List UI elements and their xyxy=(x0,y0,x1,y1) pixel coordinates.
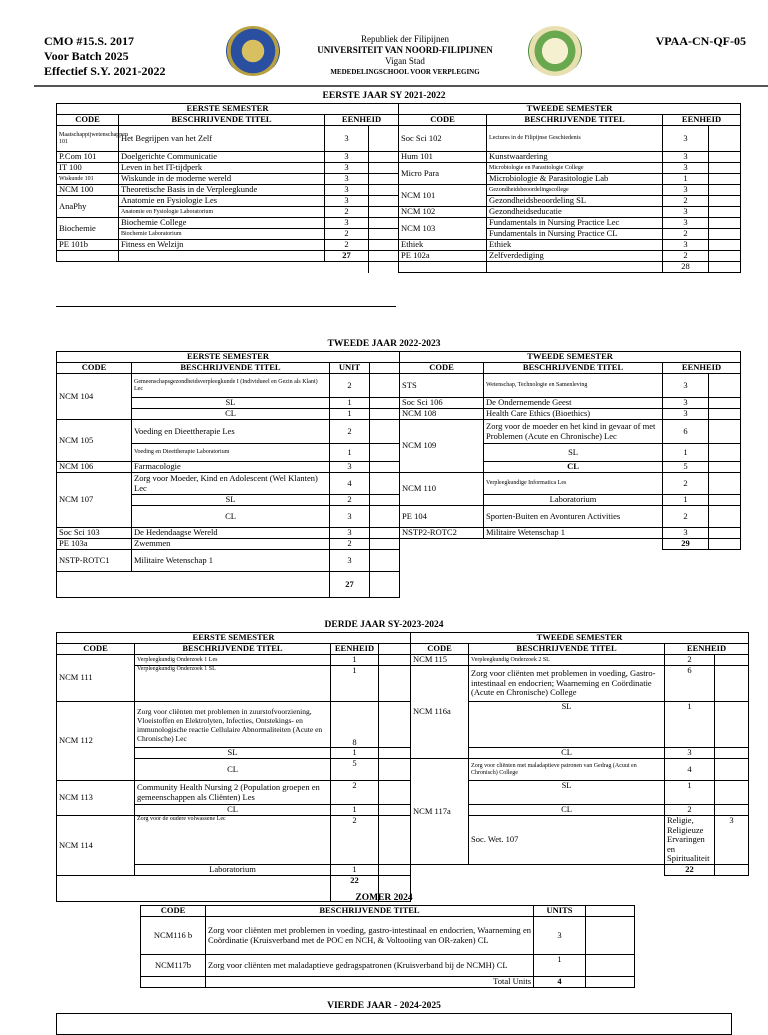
course-units: 3 xyxy=(663,374,709,398)
course-code: Soc Sci 102 xyxy=(399,126,487,152)
course-title: Ethiek xyxy=(487,240,663,251)
course-code: Soc Sci 106 xyxy=(400,398,484,409)
course-units: 3 xyxy=(330,506,370,528)
course-code: NCM 116a xyxy=(411,666,469,759)
course-code: NCM117b xyxy=(141,955,206,977)
course-title: Farmacologie xyxy=(132,462,330,473)
col-title: BESCHRIJVENDE TITEL xyxy=(206,906,534,917)
course-code: AnaPhy xyxy=(57,196,119,218)
course-code: NCM 111 xyxy=(57,655,135,702)
course-units: 1 xyxy=(663,174,709,185)
year1-table xyxy=(56,103,741,273)
course-units: 3 xyxy=(663,207,709,218)
course-units: 1 xyxy=(331,864,379,875)
course-units: 2 xyxy=(325,240,369,251)
course-units: 1 xyxy=(331,655,379,666)
course-title: Biochemie Laboratorium xyxy=(119,229,325,240)
batch-label: Voor Batch 2025 xyxy=(44,49,129,63)
col-unit: EENHEID xyxy=(663,363,741,374)
course-units: 6 xyxy=(665,666,715,702)
course-units: 3 xyxy=(325,185,369,196)
course-title: Voeding en Dieettherapie Les xyxy=(132,420,330,444)
course-title: Microbiologie en Parasitologie College xyxy=(487,163,663,174)
course-units: 3 xyxy=(325,152,369,163)
course-title: Sporten-Buiten en Avonturen Activities xyxy=(484,506,663,528)
course-title: Microbiologie & Parasitologie Lab xyxy=(487,174,663,185)
col-code: CODE xyxy=(57,115,119,126)
col-unit: EENHEID xyxy=(663,115,741,126)
course-code: P.Com 101 xyxy=(57,152,119,163)
city-label: Vigan Stad xyxy=(385,56,425,66)
course-units: 3 xyxy=(715,816,749,865)
course-units: 2 xyxy=(665,805,715,816)
total-units-value: 4 xyxy=(534,977,586,988)
course-title: Doelgerichte Communicatie xyxy=(119,152,325,163)
course-units: 2 xyxy=(663,473,709,495)
course-units: 4 xyxy=(665,759,715,781)
course-units: 1 xyxy=(330,398,370,409)
course-title: Kunstwaardering xyxy=(487,152,663,163)
course-units: 1 xyxy=(665,702,715,748)
course-code: PE 102a xyxy=(399,251,487,262)
course-units: 8 xyxy=(331,702,379,748)
col-code: CODE xyxy=(411,644,469,655)
semester-total: 28 xyxy=(663,262,709,273)
course-units: 1 xyxy=(534,955,586,977)
course-units: 3 xyxy=(534,917,586,955)
course-units: 3 xyxy=(663,126,709,152)
col-unit: EENHEID xyxy=(665,644,749,655)
course-code: Soc. Wet. 107 xyxy=(469,816,665,865)
course-title: Health Care Ethics (Bioethics) xyxy=(484,409,663,420)
course-units: 3 xyxy=(325,218,369,229)
course-code: NCM 105 xyxy=(57,420,132,462)
year1-title: EERSTE JAAR SY 2021-2022 xyxy=(322,91,446,101)
course-code: NCM 100 xyxy=(57,185,119,196)
col-units: UNITS xyxy=(534,906,586,917)
course-code: NCM 103 xyxy=(399,218,487,240)
course-units: 2 xyxy=(325,207,369,218)
course-units: 3 xyxy=(325,126,369,152)
course-title: Wiskunde in de moderne wereld xyxy=(119,174,325,185)
course-title: CL xyxy=(132,506,330,528)
document-header-center xyxy=(290,34,520,78)
course-title: Fundamentals in Nursing Practice CL xyxy=(487,229,663,240)
course-title: Verpleegkundig Onderzoek 1 Les xyxy=(135,655,331,666)
col-code: CODE xyxy=(400,363,484,374)
course-code: NCM 115 xyxy=(411,655,469,666)
course-code: Micro Para xyxy=(399,163,487,185)
course-code: Wiskunde 101 xyxy=(57,174,119,185)
col-code: CODE xyxy=(57,363,132,374)
course-title: Laboratorium xyxy=(135,864,331,875)
course-title: Fitness en Welzijn xyxy=(119,240,325,251)
col-code: CODE xyxy=(141,906,206,917)
nursing-college-seal-icon xyxy=(528,26,582,76)
course-units: 3 xyxy=(663,398,709,409)
course-title: SL xyxy=(469,781,665,805)
course-units: 6 xyxy=(663,420,709,444)
effective-label: Effectief S.Y. 2021-2022 xyxy=(44,64,166,78)
course-units: 2 xyxy=(331,781,379,805)
course-code: NSTP-ROTC1 xyxy=(57,550,132,572)
course-title: Zorg voor cliënten met maladaptieve patronen van Gedrag (Acuut en Chronisch) College xyxy=(469,759,665,781)
course-code: Maatschappijwetenschappen 101 xyxy=(57,126,119,152)
course-units: 2 xyxy=(330,374,370,398)
course-units: 3 xyxy=(325,196,369,207)
col-title: BESCHRIJVENDE TITEL xyxy=(132,363,330,374)
course-code: NCM 109 xyxy=(400,420,484,473)
course-units: 3 xyxy=(663,528,709,539)
course-code: NCM 114 xyxy=(57,816,135,876)
document-header-left xyxy=(44,34,166,79)
course-units: 1 xyxy=(330,444,370,462)
course-units: 1 xyxy=(663,444,709,462)
course-units: 2 xyxy=(665,655,715,666)
course-code: PE 104 xyxy=(400,506,484,528)
course-title: De Hedendaagse Wereld xyxy=(132,528,330,539)
course-code: PE 101b xyxy=(57,240,119,251)
course-units: 3 xyxy=(663,240,709,251)
course-title: CL xyxy=(469,805,665,816)
course-title: Zorg voor de oudere volwassene Lec xyxy=(135,816,331,865)
course-title: Gezondheidsbeoordelingscollege xyxy=(487,185,663,196)
course-title: CL xyxy=(135,805,331,816)
col-title: BESCHRIJVENDE TITEL xyxy=(484,363,663,374)
course-units: 3 xyxy=(330,462,370,473)
course-units: 3 xyxy=(663,185,709,196)
col-title: BESCHRIJVENDE TITEL xyxy=(487,115,663,126)
semester-total: 27 xyxy=(325,251,369,262)
separator-line xyxy=(56,306,396,307)
course-units: 3 xyxy=(663,409,709,420)
col-unit: UNIT xyxy=(330,363,370,374)
header-divider xyxy=(34,85,768,87)
y2-sem2-header: TWEEDE SEMESTER xyxy=(400,352,741,363)
course-title: SL xyxy=(132,398,330,409)
course-title: SL xyxy=(469,702,665,748)
course-code: NCM 108 xyxy=(400,409,484,420)
cmo-label: CMO #15.S. 2017 xyxy=(44,34,134,48)
semester-total: 22 xyxy=(665,864,715,875)
col-unit: EENHEID xyxy=(325,115,399,126)
course-units: 2 xyxy=(330,420,370,444)
col-code: CODE xyxy=(57,644,135,655)
course-units: 3 xyxy=(330,528,370,539)
summer-title: ZOMER 2024 xyxy=(355,893,413,903)
course-units: 1 xyxy=(331,666,379,702)
course-title: Zorg voor cliënten met problemen in voeding, gastro-intestinaal en endocrien, Waarneming en Coördinatie (Kruisverband met de POC en NCH, & Voltooiing van OR-zaken) CL xyxy=(206,917,534,955)
course-code: Ethiek xyxy=(399,240,487,251)
course-code: NCM116 b xyxy=(141,917,206,955)
y1-sem1-header: EERSTE SEMESTER xyxy=(57,104,399,115)
course-title: SL xyxy=(484,444,663,462)
course-code: Biochemie xyxy=(57,218,119,240)
course-code: PE 103a xyxy=(57,539,132,550)
course-title: Gemeenschapsgezondheidsverpleegkunde I (Individueel en Gezin als Klant) Lec xyxy=(132,374,330,398)
course-title: CL xyxy=(484,462,663,473)
course-title: Zorg voor cliënten met maladaptieve gedragspatronen (Kruisverband bij de NCMH) CL xyxy=(206,955,534,977)
course-title: Zorg voor cliënten met problemen in zuurstofvoorziening, Vloeistoffen en Elektrolyten, Infecties, Ontstekings- en immunologische reactie Cellulaire Abnormaliteiten (Acute en Chronische) Lec xyxy=(135,702,331,748)
country-label: Republiek der Filipijnen xyxy=(361,34,449,44)
y3-sem1-header: EERSTE SEMESTER xyxy=(57,633,411,644)
course-code: NCM 113 xyxy=(57,781,135,816)
course-code: NCM 106 xyxy=(57,462,132,473)
course-title: Voeding en Dieettherapie Laboratorium xyxy=(132,444,330,462)
course-units: 2 xyxy=(663,196,709,207)
school-label: MEDEDELINGSCHOOL VOOR VERPLEGING xyxy=(330,68,480,76)
course-title: Anatomie en Fysiologie Laboratorium xyxy=(119,207,325,218)
course-units: 4 xyxy=(330,473,370,495)
course-title: Het Begrijpen van het Zelf xyxy=(119,126,325,152)
course-units: 3 xyxy=(663,218,709,229)
course-units: 3 xyxy=(663,152,709,163)
course-units: 1 xyxy=(665,781,715,805)
course-code: NCM 104 xyxy=(57,374,132,420)
course-units: 1 xyxy=(331,748,379,759)
course-units: 2 xyxy=(325,229,369,240)
course-title: Fundamentals in Nursing Practice Lec xyxy=(487,218,663,229)
course-units: 2 xyxy=(663,506,709,528)
course-code: Hum 101 xyxy=(399,152,487,163)
course-code: NCM 110 xyxy=(400,473,484,506)
course-units: 1 xyxy=(663,495,709,506)
course-title: Zelfverdediging xyxy=(487,251,663,262)
course-units: 2 xyxy=(331,816,379,865)
course-units: 2 xyxy=(330,495,370,506)
course-title: Leven in het IT-tijdperk xyxy=(119,163,325,174)
col-unit: EENHEID xyxy=(331,644,379,655)
course-title: CL xyxy=(469,748,665,759)
course-units: 1 xyxy=(331,805,379,816)
course-units: 2 xyxy=(663,229,709,240)
course-title: SL xyxy=(135,748,331,759)
semester-total: 29 xyxy=(663,539,709,550)
y3-sem2-header: TWEEDE SEMESTER xyxy=(411,633,749,644)
form-code: VPAA-CN-QF-05 xyxy=(655,34,746,48)
course-units: 3 xyxy=(663,163,709,174)
course-title: SL xyxy=(132,495,330,506)
year3-title: DERDE JAAR SY-2023-2024 xyxy=(324,620,444,630)
year4-table xyxy=(56,1013,732,1035)
course-title: Theoretische Basis in de Verpleegkunde xyxy=(119,185,325,196)
course-units: 5 xyxy=(663,462,709,473)
semester-total: 22 xyxy=(331,875,379,901)
course-code: STS xyxy=(400,374,484,398)
course-title: Lectures in de Filipijnse Geschiedenis xyxy=(487,126,663,152)
course-title: Anatomie en Fysiologie Les xyxy=(119,196,325,207)
course-title: Militaire Wetenschap 1 xyxy=(484,528,663,539)
total-units-label: Total Units xyxy=(206,977,534,988)
course-units: 2 xyxy=(330,539,370,550)
year2-title: TWEEDE JAAR 2022-2023 xyxy=(327,339,441,349)
course-title: Community Health Nursing 2 (Population groepen en gemeenschappen als Cliënten) Les xyxy=(135,781,331,805)
col-code: CODE xyxy=(399,115,487,126)
course-units: 3 xyxy=(325,163,369,174)
course-title: Laboratorium xyxy=(484,495,663,506)
course-code: NCM 102 xyxy=(399,207,487,218)
university-label: UNIVERSITEIT VAN NOORD-FILIPIJNEN xyxy=(317,45,493,55)
course-units: 5 xyxy=(331,759,379,781)
course-code: NCM 112 xyxy=(57,702,135,781)
course-title: Zorg voor cliënten met problemen in voeding, Gastro-intestinaal en endocrien; Waarneming en Coördinatie (Acute en Chronische) College xyxy=(469,666,665,702)
year2-table xyxy=(56,351,741,598)
course-code: Soc Sci 103 xyxy=(57,528,132,539)
course-title: Wetenschap, Technologie en Samenleving xyxy=(484,374,663,398)
course-code: NCM 117a xyxy=(411,759,469,865)
course-title: Zorg voor Moeder, Kind en Adolescent (Wel Klanten) Lec xyxy=(132,473,330,495)
course-code: IT 100 xyxy=(57,163,119,174)
col-title: BESCHRIJVENDE TITEL xyxy=(469,644,665,655)
course-title: Verpleegkundig Onderzoek 2 SL xyxy=(469,655,665,666)
university-seal-icon xyxy=(226,26,280,76)
course-units: 3 xyxy=(325,174,369,185)
course-title: Zorg voor de moeder en het kind in gevaar of met Problemen (Acute en Chronische) Lec xyxy=(484,420,663,444)
course-units: 2 xyxy=(663,251,709,262)
summer-table xyxy=(140,905,635,988)
course-title: Verpleegkundig Onderzoek 1 SL xyxy=(135,666,331,702)
course-title: Biochemie College xyxy=(119,218,325,229)
course-units: 3 xyxy=(330,550,370,572)
col-title: BESCHRIJVENDE TITEL xyxy=(135,644,331,655)
y2-sem1-header: EERSTE SEMESTER xyxy=(57,352,400,363)
course-title: Gezondheidseducatie xyxy=(487,207,663,218)
course-code: NCM 101 xyxy=(399,185,487,207)
course-title: Gezondheidsbeoordeling SL xyxy=(487,196,663,207)
course-title: CL xyxy=(132,409,330,420)
course-title: De Ondernemende Geest xyxy=(484,398,663,409)
course-title: Militaire Wetenschap 1 xyxy=(132,550,330,572)
year3-table xyxy=(56,632,749,902)
year4-title: VIERDE JAAR - 2024-2025 xyxy=(327,1001,441,1011)
course-code: NSTP2-ROTC2 xyxy=(400,528,484,539)
course-units: 3 xyxy=(665,748,715,759)
col-title: BESCHRIJVENDE TITEL xyxy=(119,115,325,126)
course-title: Verpleegkundige Informatica Les xyxy=(484,473,663,495)
y1-sem2-header: TWEEDE SEMESTER xyxy=(399,104,741,115)
course-units: 1 xyxy=(330,409,370,420)
course-title: CL xyxy=(135,759,331,781)
semester-total: 27 xyxy=(330,572,370,598)
course-title: Religie, Religieuze Ervaringen en Spiritualiteit xyxy=(665,816,715,865)
course-title: Zwemmen xyxy=(132,539,330,550)
course-code: NCM 107 xyxy=(57,473,132,528)
